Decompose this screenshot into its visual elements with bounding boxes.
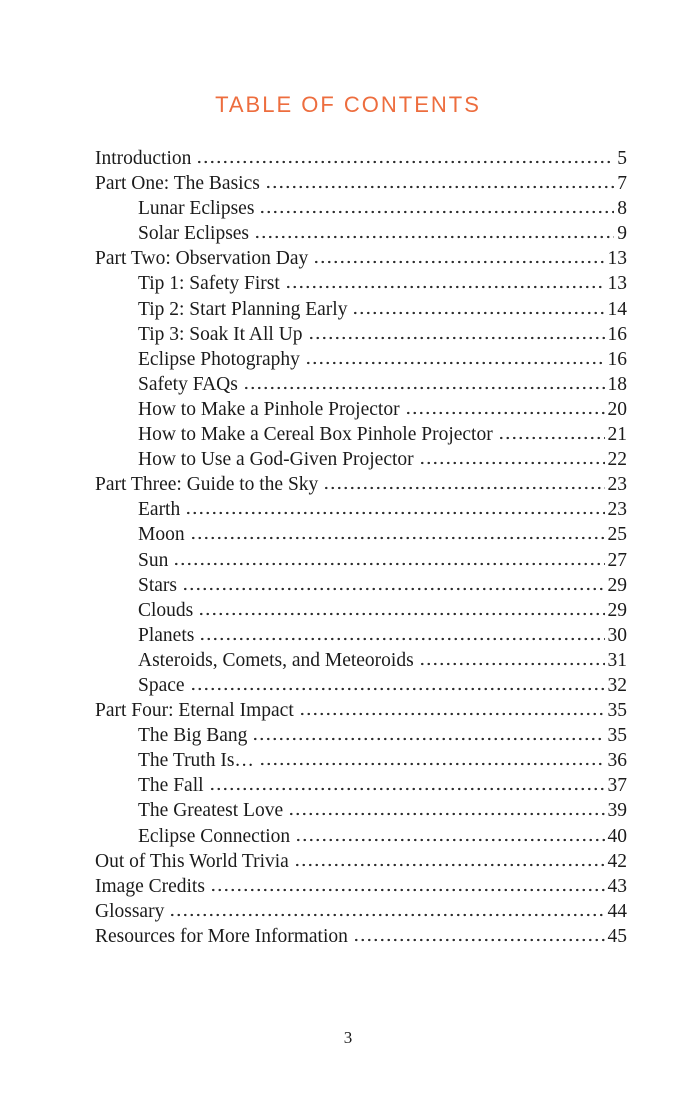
toc-entry-label: How to Make a Pinhole Projector (138, 398, 400, 420)
toc-entry-label: The Greatest Love (138, 800, 284, 822)
toc-entry-label: Sun (138, 549, 169, 571)
toc-entry-label: Planets (138, 624, 195, 646)
toc-entry-page: 13 (607, 248, 627, 270)
toc-entry-label: Tip 1: Safety First (138, 273, 280, 295)
toc-entry (95, 924, 627, 949)
toc-leader-dots (173, 562, 604, 566)
toc-entry-page: 35 (607, 725, 627, 747)
toc-entry-label: Eclipse Photography (138, 348, 300, 370)
toc-entry-page: 23 (607, 499, 627, 521)
toc-leader-dots (305, 361, 605, 365)
toc-leader-dots (252, 737, 604, 741)
toc-entry (95, 171, 627, 196)
toc-entry-page: 8 (617, 198, 627, 220)
page-number: 3 (343, 1028, 353, 1047)
toc-entry-label: Clouds (138, 599, 194, 621)
toc-entry-page: 43 (607, 875, 627, 897)
toc-leader-dots (295, 838, 604, 842)
page-title: TABLE OF CONTENTS (215, 92, 481, 117)
toc-entry-page: 22 (607, 449, 627, 471)
toc-leader-dots (352, 311, 604, 315)
toc-entry-label: Image Credits (95, 875, 205, 897)
toc-leader-dots (294, 863, 605, 867)
toc-entry (95, 548, 627, 573)
toc-entry (95, 447, 627, 472)
toc-entry-label: Part Three: Guide to the Sky (95, 474, 319, 496)
toc-entry-label: Resources for More Information (95, 925, 348, 947)
toc-entry-label: Tip 3: Soak It All Up (138, 323, 303, 345)
toc-entry (95, 824, 627, 849)
toc-entry-label: The Fall (138, 775, 204, 797)
toc-leader-dots (308, 336, 605, 340)
toc-entry (95, 221, 627, 246)
toc-entry-page: 18 (607, 373, 627, 395)
toc-entry-page: 31 (607, 649, 627, 671)
toc-entry (95, 397, 627, 422)
toc-entry-label: The Big Bang (138, 725, 248, 747)
toc-entry-label: Part One: The Basics (95, 173, 260, 195)
toc-leader-dots (198, 612, 604, 616)
toc-entry-label: The Truth Is… (138, 750, 254, 772)
toc-entry (95, 422, 627, 447)
toc-entry-page: 30 (607, 624, 627, 646)
toc-entry-page: 23 (607, 474, 627, 496)
toc-entry-label: Out of This World Trivia (95, 850, 289, 872)
toc-leader-dots (243, 386, 605, 390)
toc-entry (95, 723, 627, 748)
toc-entry (95, 196, 627, 221)
toc-leader-dots (199, 637, 604, 641)
toc-entry (95, 372, 627, 397)
toc-leader-dots (323, 486, 604, 490)
toc-leader-dots (419, 662, 605, 666)
toc-leader-dots (313, 260, 604, 264)
toc-entry-page: 25 (607, 524, 627, 546)
toc-entry-label: Introduction (95, 148, 192, 169)
toc-entry-page: 37 (607, 775, 627, 797)
toc-leader-dots (419, 461, 605, 465)
toc-entry-page: 29 (607, 599, 627, 621)
toc-entry (95, 748, 627, 773)
toc-entry-label: Moon (138, 524, 185, 546)
toc-entry (95, 773, 627, 798)
toc-entry-page: 16 (607, 348, 627, 370)
toc-entry (95, 146, 627, 171)
toc-leader-dots (190, 536, 605, 540)
toc-leader-dots (182, 587, 605, 591)
toc-leader-dots (190, 687, 605, 691)
toc-leader-dots (285, 285, 605, 289)
toc-entry (95, 347, 627, 372)
toc-entry-label: Stars (138, 574, 177, 596)
toc-entry (95, 522, 627, 547)
toc-leader-dots (209, 787, 605, 791)
toc-entry-label: How to Use a God-Given Projector (138, 449, 414, 471)
toc-entry-page: 16 (607, 323, 627, 345)
toc-leader-dots (299, 712, 605, 716)
toc-entry-label: Part Four: Eternal Impact (95, 700, 294, 722)
toc-entry (95, 698, 627, 723)
toc-entry-label: Tip 2: Start Planning Early (138, 298, 348, 320)
toc-entry (95, 271, 627, 296)
toc-entry-label: Safety FAQs (138, 373, 238, 395)
toc-entry (95, 472, 627, 497)
toc-entry (95, 648, 627, 673)
toc-list (95, 146, 627, 949)
toc-entry (95, 899, 627, 924)
toc-entry (95, 874, 627, 899)
toc-entry (95, 623, 627, 648)
toc-entry-page: 36 (607, 750, 627, 772)
toc-entry-page: 32 (607, 674, 627, 696)
toc-entry-page: 42 (607, 850, 627, 872)
toc-entry-page: 39 (607, 800, 627, 822)
toc-entry-page: 14 (607, 298, 627, 320)
toc-entry-page: 7 (617, 173, 627, 195)
toc-leader-dots (405, 411, 605, 415)
toc-leader-dots (498, 436, 605, 440)
toc-entry-page: 44 (607, 900, 627, 922)
toc-leader-dots (196, 160, 614, 164)
toc-entry (95, 246, 627, 271)
toc-entry (95, 673, 627, 698)
toc-entry-label: Asteroids, Comets, and Meteoroids (138, 649, 414, 671)
toc-entry-page: 29 (607, 574, 627, 596)
toc-leader-dots (265, 185, 614, 189)
toc-entry-label: Solar Eclipses (138, 223, 250, 245)
toc-entry (95, 849, 627, 874)
toc-entry-page: 40 (607, 825, 627, 847)
toc-leader-dots (210, 888, 605, 892)
toc-entry (95, 297, 627, 322)
toc-entry (95, 598, 627, 623)
toc-entry-page: 5 (617, 148, 627, 169)
toc-entry-page: 13 (607, 273, 627, 295)
toc-entry-page: 9 (617, 223, 627, 245)
toc-entry-page: 35 (607, 700, 627, 722)
toc-leader-dots (169, 913, 604, 917)
toc-entry-page: 27 (607, 549, 627, 571)
toc-entry-label: Lunar Eclipses (138, 198, 255, 220)
toc-leader-dots (185, 511, 604, 515)
toc-entry-page: 21 (607, 424, 627, 446)
toc-entry (95, 497, 627, 522)
toc-entry-label: How to Make a Cereal Box Pinhole Projector (138, 424, 493, 446)
toc-entry-label: Space (138, 674, 185, 696)
toc-entry-label: Glossary (95, 900, 165, 922)
toc-entry (95, 322, 627, 347)
toc-leader-dots (259, 210, 614, 214)
toc-leader-dots (254, 235, 614, 239)
toc-entry-label: Eclipse Connection (138, 825, 291, 847)
toc-leader-dots (259, 762, 605, 766)
toc-entry-page: 45 (607, 925, 627, 947)
toc-entry (95, 798, 627, 823)
toc-leader-dots (353, 938, 605, 942)
toc-entry-label: Part Two: Observation Day (95, 248, 309, 270)
toc-entry-page: 20 (607, 398, 627, 420)
toc-entry (95, 573, 627, 598)
toc-entry-label: Earth (138, 499, 181, 521)
toc-leader-dots (288, 812, 604, 816)
